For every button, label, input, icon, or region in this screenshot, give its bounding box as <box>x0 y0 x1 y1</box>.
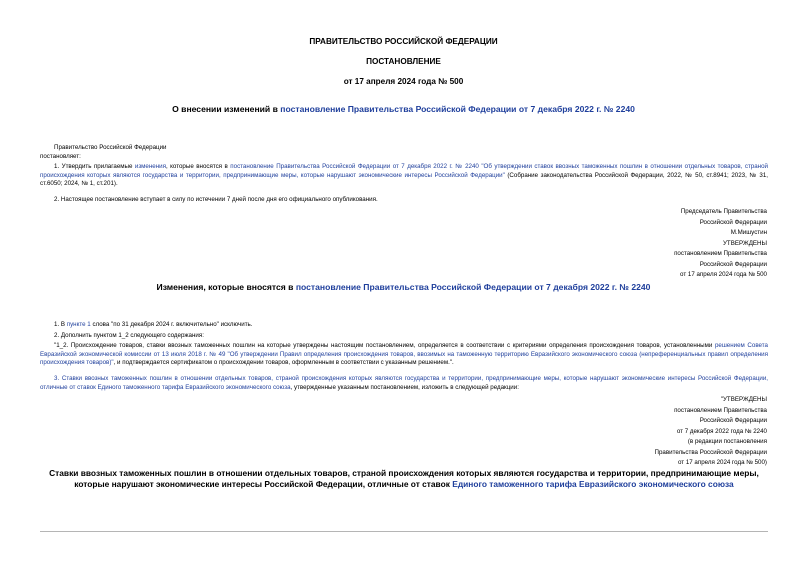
change-2-quote-text-a: "1_2. Происхождение товаров, ставки ввозных таможенных пошлин на которые утверждены настоящим постановлением, определяется в соответствии с критериями определения происхождения товаров, установленными <box>54 342 715 349</box>
rates-title <box>40 468 768 490</box>
preamble-line-2: постановляет: <box>40 153 81 160</box>
item-1-text-b: , которые вносятся в <box>165 163 231 170</box>
change-2-quote-text-b: , и подтверждается сертификатом о происхождении товаров, оформленным в соответствии с указанным решением.". <box>113 359 454 367</box>
approved-2-line: от 17 апреля 2024 года № 500) <box>677 459 767 466</box>
document-type: ПОСТАНОВЛЕНИЕ <box>366 57 441 66</box>
approved-2-block <box>655 395 768 469</box>
signature-line: Российской Федерации <box>699 218 767 226</box>
approved-line: от 17 апреля 2024 года № 500 <box>680 271 767 278</box>
approved-2-line: Российской Федерации <box>699 417 767 424</box>
approved-line: Российской Федерации <box>699 260 767 268</box>
item-1-text-c: (Собрание законодательства Российской Федерации, 2022, № 50, ст.8941; 2023, № 31, ст.6050; 2024, № 1, ст.201). <box>40 171 768 188</box>
eec-decision-link[interactable]: решением Совета Евразийской экономической комиссии от 13 июля 2018 г. № 49 "Об утверждении Правил определения происхождения товаров, ввозимых на таможенную территорию Евразийского экономического союза (непреференциальных правил определения происхождения товаров)" <box>40 342 768 367</box>
change-3 <box>40 375 768 392</box>
approved-line: постановлением Правительства <box>674 250 767 257</box>
change-1-text-a: 1. В <box>54 321 67 328</box>
signature-line: М.Мишустин <box>730 229 767 236</box>
subject-link[interactable]: постановление Правительства Российской Федерации от 7 декабря 2022 г. № 2240 <box>280 104 635 114</box>
document-subject <box>0 104 807 114</box>
change-1 <box>54 321 252 330</box>
item-2: 2. Настоящее постановление вступает в силу по истечении 7 дней после дня его официального опубликования. <box>54 196 378 203</box>
approved-2-line: (в редакции постановления <box>687 438 767 445</box>
preamble-line-1: Правительство Российской Федерации <box>54 144 167 151</box>
rates-title-text: Ставки ввозных таможенных пошлин в отношении отдельных товаров, страной происхождения которых являются государства и территории, предпринимающие меры, которые нарушают экономические интересы Российской Федерации, отличные от ставок <box>49 468 759 489</box>
signature-line: Председатель Правительства <box>680 208 767 215</box>
document-date-number: от 17 апреля 2024 года № 500 <box>343 77 464 86</box>
change-2-quote <box>40 342 768 368</box>
change-1-text-b: слова "по 31 декабря 2024 г. включительно" исключить. <box>90 321 253 328</box>
resolution-2240-title-link[interactable]: "Об утверждении ставок ввозных таможенных пошлин в отношении отдельных товаров, страной происхождения которых являются государства и территории, предпринимающие меры, которые нарушают экономические интересы Российской Федерации" <box>40 163 768 179</box>
changes-title-prefix: Изменения, которые вносятся в <box>156 282 296 292</box>
approved-2-line: "УТВЕРЖДЕНЫ <box>720 396 767 403</box>
item-1-text-a: 1. Утвердить прилагаемые <box>54 163 135 170</box>
changes-title <box>0 282 807 292</box>
change-2: 2. Дополнить пунктом 1_2 следующего содержания: <box>54 332 204 339</box>
eaeu-tariff-link[interactable]: Единого таможенного тарифа Евразийского экономического союза <box>452 479 734 489</box>
approved-2-line: Правительства Российской Федерации <box>654 448 767 456</box>
change-3-text: , утвержденные указанным постановлением, изложить в следующей редакции: <box>290 383 519 391</box>
changes-link[interactable]: изменения <box>134 163 166 170</box>
divider <box>40 531 768 532</box>
approved-2-line: от 7 декабря 2022 года № 2240 <box>676 427 767 435</box>
signature-block <box>674 207 767 281</box>
government-title: ПРАВИТЕЛЬСТВО РОССИЙСКОЙ ФЕДЕРАЦИИ <box>309 37 498 46</box>
changes-title-link[interactable]: постановление Правительства Российской Федерации от 7 декабря 2022 г. № 2240 <box>295 282 651 292</box>
resolution-2240-link[interactable]: постановление Правительства Российской Федерации от 7 декабря 2022 г. № 2240 <box>230 163 479 170</box>
rates-link[interactable]: 3. Ставки ввозных таможенных пошлин в отношении отдельных товаров, страной происхождения которых являются государства и территории, предпринимающие меры, которые нарушают экономические интересы Российской Федерации, отличные от ставок Единого таможенного тарифа Евразийского экономического союза <box>40 375 768 391</box>
point-1-link[interactable]: пункте 1 <box>66 321 91 328</box>
approved-line: УТВЕРЖДЕНЫ <box>723 239 767 247</box>
item-1 <box>40 163 768 189</box>
approved-2-line: постановлением Правительства <box>674 406 767 414</box>
subject-prefix: О внесении изменений в <box>172 104 281 114</box>
